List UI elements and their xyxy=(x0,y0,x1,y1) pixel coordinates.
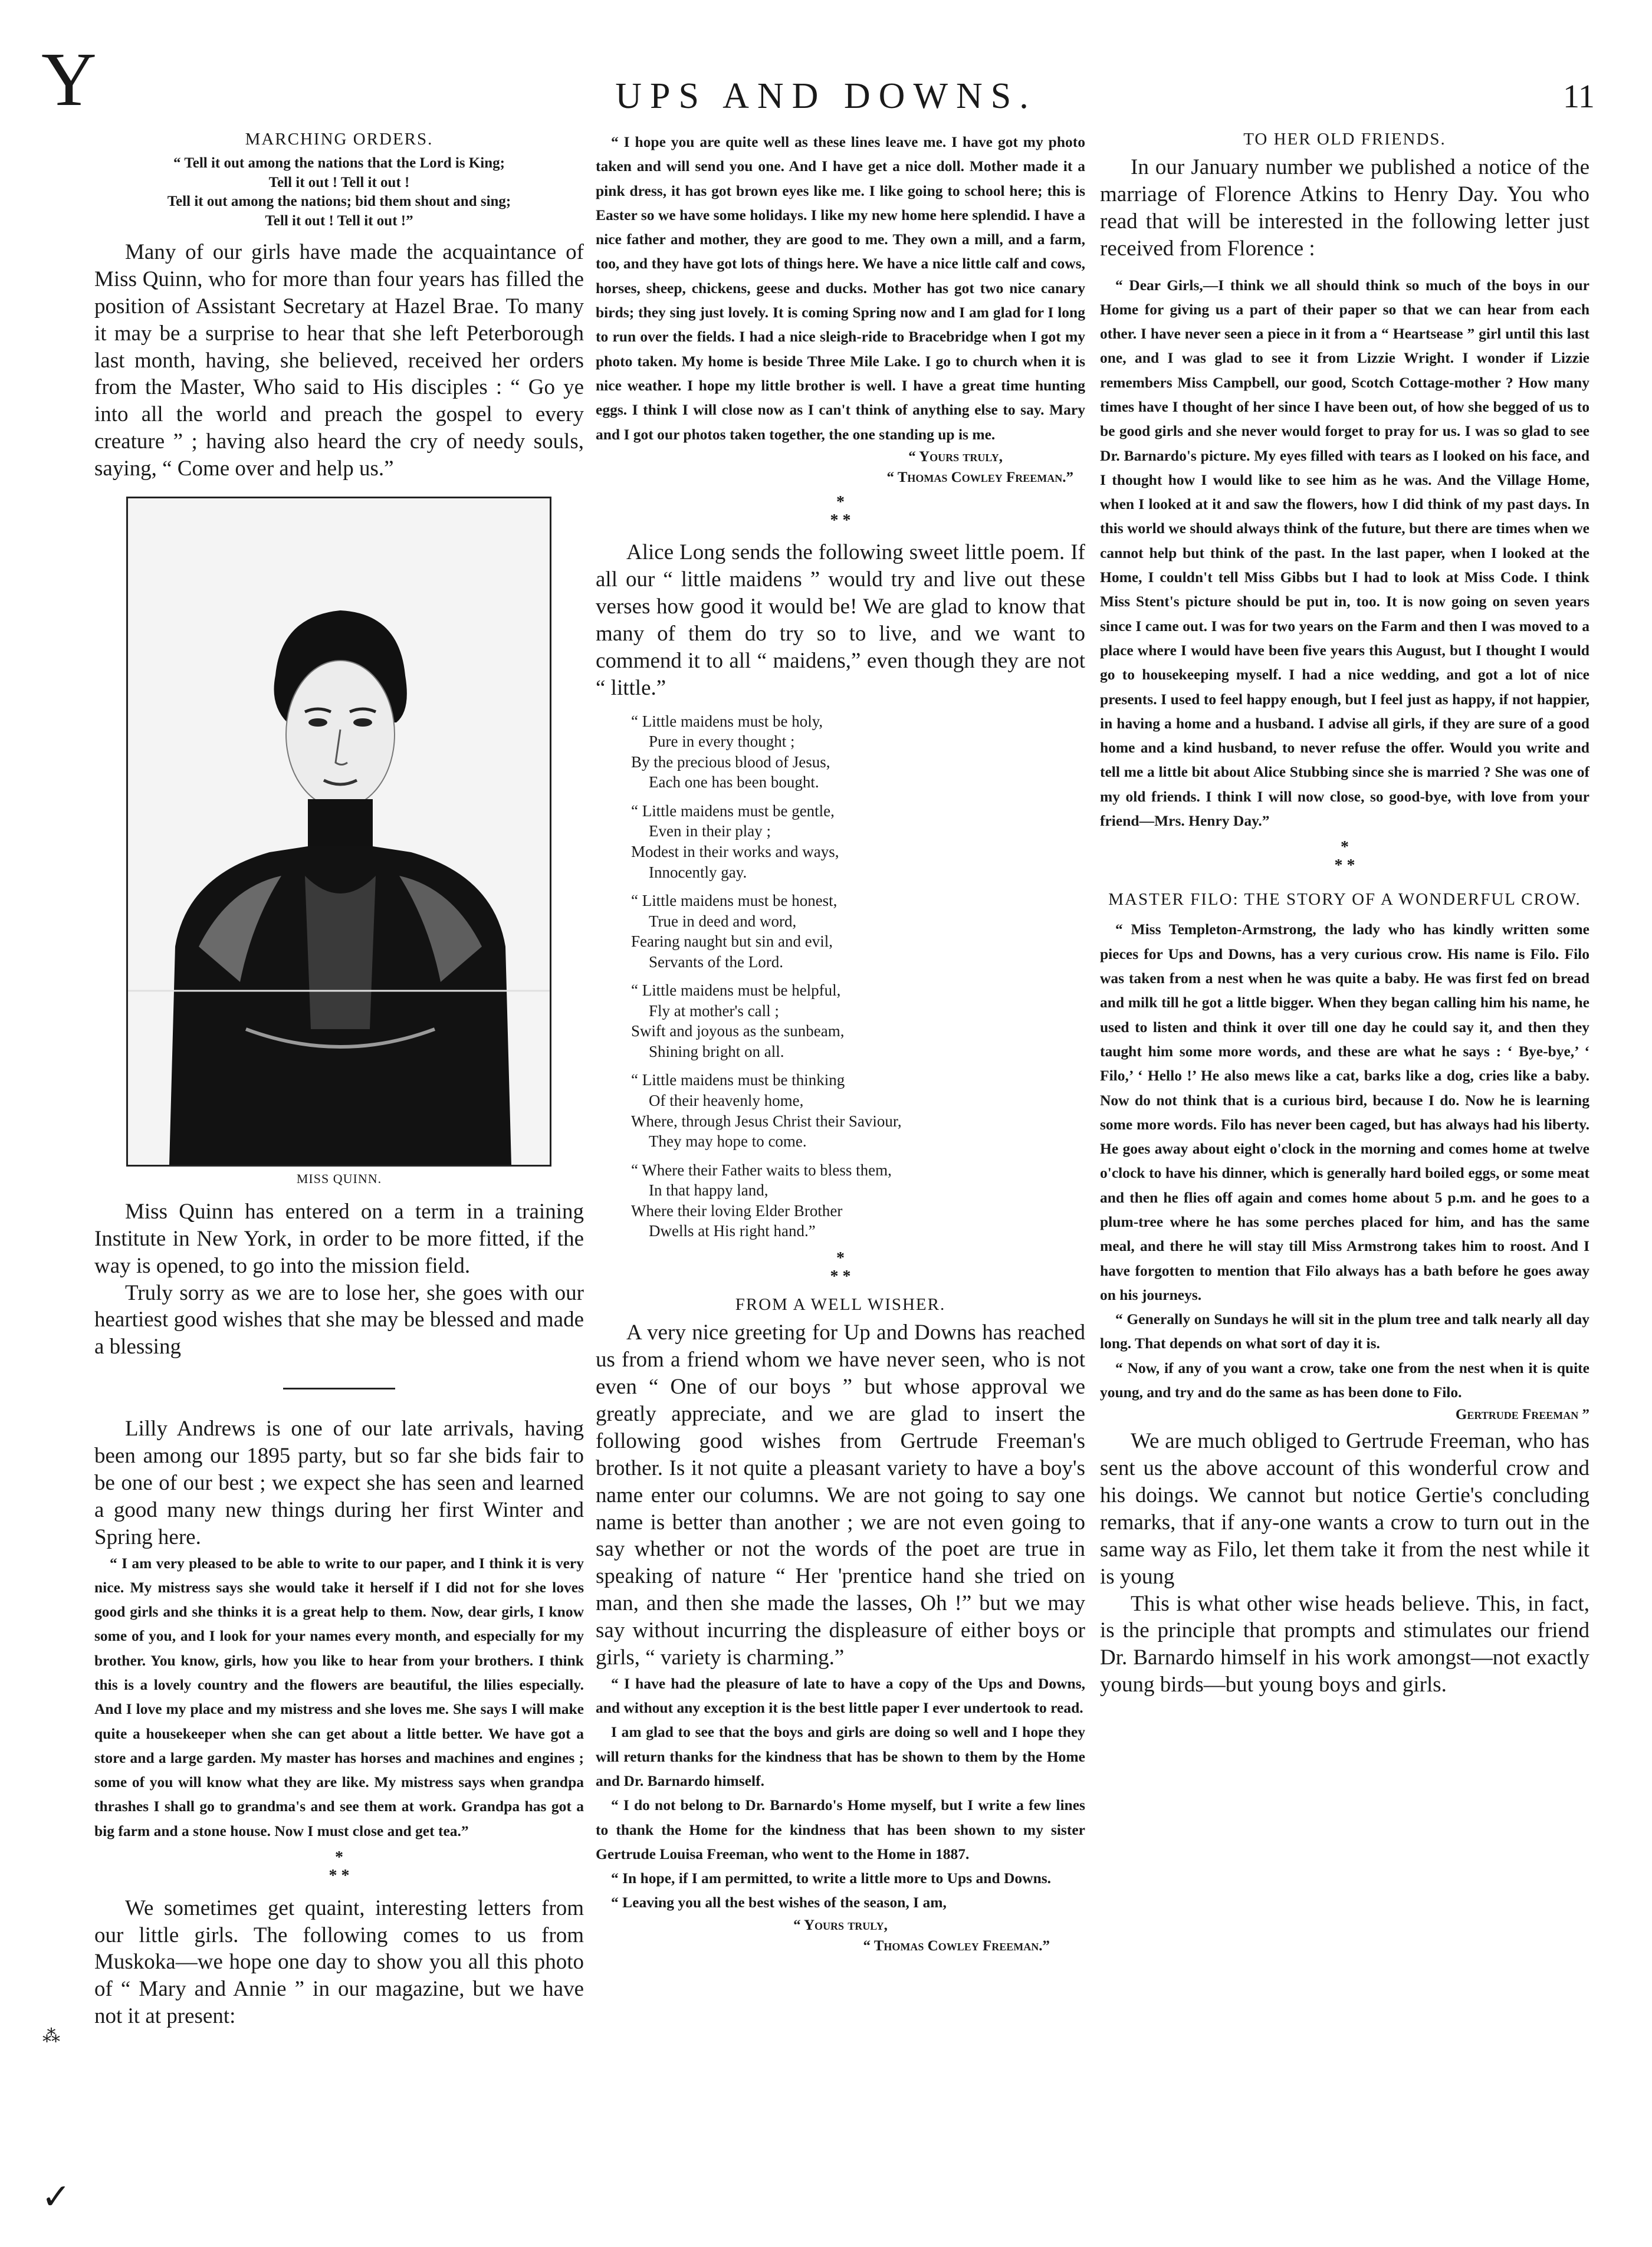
column-2 xyxy=(596,130,1085,1956)
epigraph-line: Tell it out among the nations; bid them shout and sing; xyxy=(167,193,511,209)
poem-line: Fearing naught but sin and evil, xyxy=(631,932,833,951)
margin-mark: ✓ xyxy=(41,2177,71,2216)
paragraph: We are much obliged to Gertrude Freeman, who has sent us the above account of this wonderful crow and his doings. We cannot but notice Gertie's concluding remarks, that if any-one wants a crow to turn out in the same way as Filo, let them take it from the nest while it is young xyxy=(1100,1429,1589,1589)
section-divider xyxy=(283,1388,395,1389)
poem-line: Fly at mother's call ; xyxy=(649,1001,779,1020)
portrait-image xyxy=(128,498,550,1165)
story-text: “ Generally on Sundays he will sit in the plum tree and talk nearly all day long. That depends on what sort of day it is. xyxy=(1100,1310,1589,1352)
letter-text: “ I have had the pleasure of late to have a copy of the Ups and Downs, and without any exception it is the best little paper I ever undertook to read. xyxy=(596,1674,1085,1717)
paragraph: Miss Quinn has entered on a term in a training Institute in New York, in order to be more fitted, if the way is opened, to go into the mission field. xyxy=(94,1199,584,1278)
poem-line: “ Little maidens must be thinking xyxy=(631,1071,845,1089)
paragraph: In our January number we published a notice of the marriage of Florence Atkins to Henry Day. You who read that will be interested in the following letter just received from Florence : xyxy=(1100,155,1589,261)
letter-text: “ I am very pleased to be able to write to our paper, and I think it is very nice. My mistress says she would take it herself if I did not for she loves good girls and she thinks it is a great help to them. Now, dear girls, I know some of you, and I look for your names every month, and especially for my brother. You know, girls, how you like to hear from your brothers. I think this is a lovely country and the flowers are beautiful, the lilies especially. And I love my place and my mistress and she loves me. She says I will make quite a housekeeper when she can get about a little better. We have got a store and a large garden. My master has horses and machines and engines ; some of you will know what they are like. My mistress says when grandpa thrashes I shall go to grandma's and see them at work. Grandpa has got a big farm and a stone house. Now I must close and get tea.” xyxy=(94,1554,584,1839)
epigraph-line: “ Tell it out among the nations that the Lord is King; xyxy=(173,155,505,171)
poem-line: They may hope to come. xyxy=(649,1132,807,1151)
letter-text: “ I hope you are quite well as these lines leave me. I have got my photo taken and will send you one. And I have get a nice doll. Mother made it a pink dress, it has got brown eyes like me. I like going to school here; this is Easter so we have some holidays. I like my new home here splendid. I have a nice father and mother, they are good to me. They own a mill, and a farm, too, and they have got lots of things here. We have a nice little calf and cows, horses, sheep, chickens, geese and ducks. Mother has got two nice canary birds; they sing just lovely. It is coming Spring now and I am glad for I long to run over the fields. I had a nice sleigh-ride to Bracebridge when I got my photo taken. My home is beside Three Mile Lake. I go to church when it is nice weather. I hope my little brother is well. I have a great time hunting eggs. I think I will close now as I can't think of anything else to say. Mary and I got our photos taken together, the one standing up is me. xyxy=(596,133,1085,443)
heading-marching-orders: MARCHING ORDERS. xyxy=(245,130,433,149)
poem-stanza xyxy=(631,711,1085,793)
heading-master-filo: MASTER FILO: THE STORY OF A WONDERFUL CROW. xyxy=(1108,889,1581,909)
poem-line: Shining bright on all. xyxy=(649,1042,784,1060)
letter-text: “ Leaving you all the best wishes of the season, I am, xyxy=(611,1894,947,1911)
heading-well-wisher: FROM A WELL WISHER. xyxy=(735,1295,946,1315)
paragraph: We sometimes get quaint, interesting letters from our little girls. The following comes to us from Muskoka—we hope one day to show you all this photo of “ Mary and Annie ” in our magazine, but we have not it at present: xyxy=(94,1896,584,2029)
story-text: “ Miss Templeton-Armstrong, the lady who has kindly written some pieces for Ups and Downs, has a very curious crow. His name is Filo. Filo was taken from a nest when he was quite a baby. He was first fed on bread and milk till he got a little bigger. When they began calling him his name, he used to listen and think it over till one day he could say it, and then they taught him some more words, and these are what he says : ‘ Bye-bye,’ ‘ Filo,’ ‘ Hello !’ He also mews like a cat, barks like a dog, cries like a baby. Now do not think that is a curious bird, because I do. Now he is learning some more words. Filo has never been caged, but has always had his liberty. He goes away about eight o'clock in the morning and comes home at twelve o'clock to have his dinner, which is generally hard boiled eggs, or some meat and then he flies off again and comes home about 5 p.m. and he goes to a plum-tree where he has some perches placed for him, and has the same meal, and there he will stay till Miss Armstrong takes him to roost. And I have forgotten to mention that Filo always has a bath before he goes away on his journeys. xyxy=(1100,921,1589,1303)
page-number: 11 xyxy=(1563,78,1595,115)
paragraph: This is what other wise heads believe. This, in fact, is the principle that prompts and stimulates our friend Dr. Barnardo himself in his work amongst—not exactly young birds—but young boys and girls. xyxy=(1100,1591,1589,1697)
signature: “ Thomas Cowley Freeman.” xyxy=(886,469,1073,485)
photo-caption: MISS QUINN. xyxy=(296,1171,382,1186)
poem-line: Pure in every thought ; xyxy=(649,732,795,751)
poem-stanza xyxy=(631,1160,1085,1241)
story-sentence: “ Now, if any of you want a crow, take one from the nest when it is quite young, and try and do the same as has been done to Filo. xyxy=(1100,1359,1589,1401)
poem-stanza xyxy=(631,980,1085,1062)
signature: “ Yours truly, xyxy=(908,448,1003,465)
epigraph-line: Tell it out ! Tell it out ! xyxy=(268,174,410,190)
signature: “ Yours truly, xyxy=(793,1917,888,1933)
poem-line: Where their loving Elder Brother xyxy=(631,1201,843,1220)
poem-line: “ Little maidens must be gentle, xyxy=(631,801,835,820)
paragraph: A very nice greeting for Up and Downs has reached us from a friend whom we have never seen, who is not even “ One of our boys ” but whose approval we greatly appreciate, and we are glad to insert the following good wishes from Gertrude Freeman's brother. Is it not quite a pleasant variety to have a boy's name enter our columns. We are not going to say one name is better than another ; we are not even going to say whether or not the words of the poet are true in speaking of nature “ Her 'prentice hand she tried on man, and then she made the lasses, Oh !” but we may say without incurring the displeasure of either boys or girls, “ variety is charming.” xyxy=(596,1320,1085,1670)
poem-line: In that happy land, xyxy=(649,1181,768,1200)
margin-mark: ⁂ xyxy=(42,2026,60,2046)
poem-line: Modest in their works and ways, xyxy=(631,842,839,860)
poem-line: Dwells at His right hand.” xyxy=(649,1222,816,1240)
signature: Gertrude Freeman ” xyxy=(1455,1407,1589,1423)
poem-line: Servants of the Lord. xyxy=(649,952,783,971)
poem-line: Swift and joyous as the sunbeam, xyxy=(631,1022,845,1040)
poem-line: By the precious blood of Jesus, xyxy=(631,753,830,771)
paragraph: Many of our girls have made the acquaintance of Miss Quinn, who for more than four years has filled the position of Assistant Secretary at Hazel Brae. To many it may be a surprise to hear that she left Peterborough last month, having, she believed, received her orders from the Master, Who said to His disciples : “ Go ye into all the world and preach the gospel to every creature ” ; having also heard the cry of needy souls, saying, “ Come over and help us.” xyxy=(94,240,584,481)
asterism-divider: * * * xyxy=(830,1249,851,1286)
poem-stanza xyxy=(631,891,1085,972)
poem-line: “ Little maidens must be helpful, xyxy=(631,981,841,1000)
poem-line: Where, through Jesus Christ their Saviour, xyxy=(631,1112,902,1130)
letter-text: “ In hope, if I am permitted, to write a little more to Ups and Downs. xyxy=(611,1870,1052,1887)
letter-text: I am glad to see that the boys and girls are doing so well and I hope they will return thanks for the kindness that has be shown to them by the Home and Dr. Barnardo himself. xyxy=(596,1723,1085,1789)
asterism-divider: * * * xyxy=(1334,838,1355,875)
story-text xyxy=(1100,1356,1589,1423)
asterism-divider: * * * xyxy=(830,492,851,530)
letter-text: “ I do not belong to Dr. Barnardo's Home myself, but I write a few lines to thank the Home for the kindness that has been shown to my sister Gertrude Louisa Freeman, who went to the Home in 1887. xyxy=(596,1796,1085,1862)
masthead: UPS AND DOWNS. xyxy=(615,76,1037,116)
corner-mark: Y xyxy=(41,37,97,122)
asterism-divider: * * * xyxy=(329,1848,350,1885)
poem-line: Innocently gay. xyxy=(649,863,747,881)
paragraph: Truly sorry as we are to lose her, she goes with our heartiest good wishes that she may be blessed and made a blessing xyxy=(94,1280,584,1359)
epigraph-line: Tell it out ! Tell it out !” xyxy=(265,212,413,229)
signature: “ Thomas Cowley Freeman.” xyxy=(863,1937,1050,1954)
poem-line: “ Where their Father waits to bless them, xyxy=(631,1161,892,1179)
poem-stanza xyxy=(631,1070,1085,1151)
poem xyxy=(631,711,1085,1241)
paragraph: Lilly Andrews is one of our late arrivals, having been among our 1895 party, but so far she bids fair to be one of our best ; we expect she has seen and learned a good many new things during her first Winter and Spring here. xyxy=(94,1417,584,1549)
poem-line: “ Little maidens must be honest, xyxy=(631,892,838,910)
heading-old-friends: TO HER OLD FRIENDS. xyxy=(1243,130,1446,149)
column-1 xyxy=(94,130,584,2030)
letter-text: “ Dear Girls,—I think we all should think so much of the boys in our Home for giving us a part of their paper so that we can hear from each other. I have never seen a piece in it from a “ Heartsease ” girl until this last one, and I was glad to see it from Lizzie Wright. I wonder if Lizzie remembers Miss Campbell, our good, Scotch Cottage-mother ? How many times have I thought of her since I have been out, of how she begged of us to be good girls and she never would forget to pray for us. I was so glad to see Dr. Barnardo's picture. My eyes filled with tears as I looked on his face, and I thought how I would like to see him as he was. And the Village Home, when I looked at it and saw the flowers, how I did think of my past days. In this world we should always think of the future, but there are times when we cannot help but think of the past. In the last paper, when I looked at the Home, I couldn't tell Miss Gibbs but I had to look at Miss Code. I think Miss Stent's picture should be put in, too. It is now going on seven years since I came out. I was for two years on the Farm and then I was moved to a place where I would have been five years this August, but I thought I would go to housekeeping myself. I had a nice wedding, and got a lot of nice presents. I used to feel happy enough, but I feel just as happy, if not happier, in having a home and a husband. I advise all girls, if they are sure of a good home and a kind husband, to never refuse the offer. Would you write and tell me a little bit about Alice Stubbing since she is married ? She was one of my old friends. I think I will now close, so good-bye, with love from your friend—Mrs. Henry Day.” xyxy=(1100,276,1589,830)
paragraph: Alice Long sends the following sweet little poem. If all our “ little maidens ” would try and live out these verses how good it would be! We are glad to know that many of them do try so to live, and we want to commend it to all “ maidens,” even though they are not “ little.” xyxy=(596,540,1085,700)
column-3 xyxy=(1100,130,1589,1699)
poem-line: “ Little maidens must be holy, xyxy=(631,712,823,730)
portrait-photo xyxy=(126,497,551,1167)
poem-line: Each one has been bought. xyxy=(649,773,819,791)
poem-line: True in deed and word, xyxy=(649,912,797,930)
poem-stanza xyxy=(631,801,1085,882)
poem-line: Of their heavenly home, xyxy=(649,1092,804,1109)
poem-line: Even in their play ; xyxy=(649,822,771,840)
epigraph xyxy=(94,154,584,231)
